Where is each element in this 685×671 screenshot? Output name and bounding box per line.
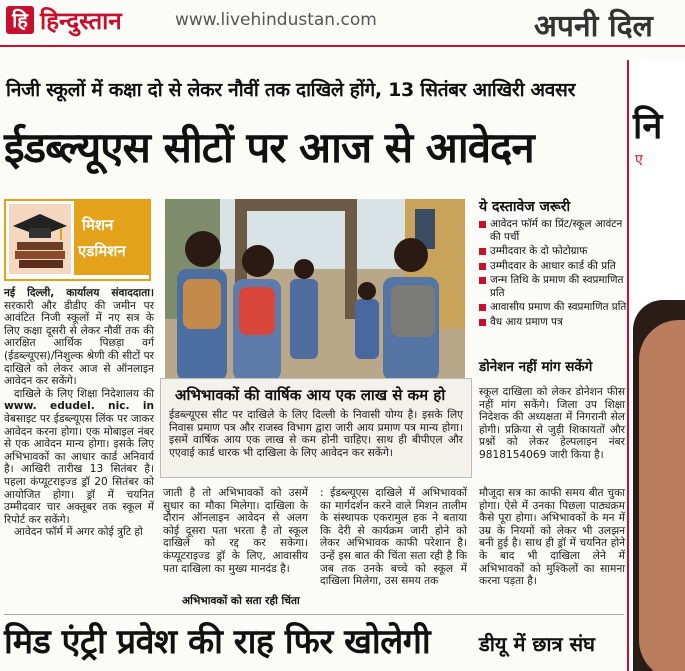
masthead-rule [0, 45, 685, 47]
donation-text: स्कूल दाखिला को लेकर डोनेशन फीस नहीं मांग सकेंगे। जिला उप शिक्षा निदेशक की अध्यक्षता में निगरानी सेल होगी। प्रक्रिया से जुड़ी शिकायतों और प्रश्नों को लेकर हेल्पलाइन नंबर 9818154069 जारी किया है। [479, 386, 625, 461]
intro-paragraph: सरकारी और डीडीए की जमीन पर आवंटित निजी स्कूलों में नए सत्र के लिए कक्षा दूसरी से लेकर नौवीं तक की आरक्षित आर्थिक पिछड़ा वर्ग (ईडब्ल्यूएस)/निशुल्क श्रेणी की सीटों पर दाखिले को लेकर आज से ऑनलाइन आवेदन कर सकेंगे। [4, 299, 154, 388]
bullet-square-icon [479, 277, 486, 284]
mission-admission-badge [4, 199, 151, 281]
bullet-square-icon [479, 319, 486, 326]
bullet-square-icon [479, 221, 486, 228]
donation-title: डोनेशन नहीं मांग सकेंगे [479, 359, 593, 375]
article-subheadline: निजी स्कूलों में कक्षा दो से लेकर नौवीं तक दाखिले होंगे, 13 सितंबर आखिरी अवसर [6, 79, 576, 101]
next-article-headline: मिड एंट्री प्रवेश की राह फिर खोलेगी [4, 622, 431, 662]
document-item: आवासीय प्रमाण की स्वप्रमाणित प्रति [479, 301, 627, 314]
document-item: उम्मीदवार के दो फोटोग्राफ [479, 245, 627, 258]
eligibility-box [160, 378, 472, 478]
article-column-2: जाती है तो अभिभावकों को उसमें सुधार का मौका मिलेगा। दाखिला के दौरान ऑनलाइन आवेदन से अलग कोई दूसरा पता भरता है तो स्कूल दाखिले को रद्द कर सकेगा। कंप्यूटराइज्ड ड्रॉ के लिए, आवासीय पता दाखिला का मुख्य मानदंड है। [163, 487, 308, 575]
section-banner: अपनी दिल [534, 9, 653, 44]
document-item: उम्मीदवार के आधार कार्ड की प्रति [479, 260, 627, 273]
article-column-4: मौजूदा सत्र का काफी समय बीत चुका होगा। ऐसे में उनका पिछला पाठ्यक्रम कैसे पूरा होगा। अभिभावकों के मन में उम्र के नियमों को लेकर भी उलझन बनी हुई है। साथ ही ड्रॉ में चयनित होने के बाद भी दाखिला लेने में अभिभावकों को मुश्किलों का सामना करना पड़ता है। [479, 487, 625, 588]
document-item: आवेदन फॉर्म का प्रिंट/स्कूल आवंटन की पर्ची [479, 218, 627, 243]
worry-subheading: अभिभावकों को सता रही चिंता [182, 595, 300, 607]
bullet-square-icon [479, 248, 486, 255]
section-divider [4, 614, 624, 615]
documents-title: ये दस्तावेज जरूरी [479, 199, 571, 215]
document-item: जन्म तिथि के प्रमाण की स्वप्रमाणित प्रति [479, 274, 627, 299]
badge-label-panel [74, 201, 149, 275]
eligibility-title: अभिभावकों की वार्षिक आय एक लाख से कम हो [175, 386, 446, 404]
dateline: नई दिल्ली, कार्यालय संवाददाता। [4, 287, 154, 299]
edudel-link[interactable]: www. edudel. nic. in [4, 400, 154, 413]
eligibility-text: ईडब्ल्यूएस सीट पर दाखिले के लिए दिल्ली के निवासी योग्य है। इसके लिए निवास प्रमाण पत्र और राजस्व विभाग द्वारा जारी आय प्रमाण पत्र मान्य होगा। इसमें वार्षिक आय एक लाख से कम होनी चाहिए। साथ ही बीपीएल और एएवाई कार्ड धारक भी दाखिला के लिए आवेदन कर सकेंगे। [169, 409, 463, 459]
badge-line-1: मिशन [82, 216, 114, 234]
brand-logo: हि [6, 6, 34, 34]
website-url: www.livehindustan.com [175, 10, 377, 30]
graduation-cap-books-icon [9, 204, 71, 274]
bullet-square-icon [479, 304, 486, 311]
badge-line-2: एडमिशन [78, 242, 126, 260]
side-article-headline: डीयू में छात्र संघ [479, 632, 595, 656]
article-column-3: : ईडब्ल्यूएस दाखिले में अभिभावकों का मार्गदर्शन करने वाले मिशन तालीम के संस्थापक एकरामुल हक ने बताया कि देरी से कार्यक्रम जारी होने को लेकर अभिभावक काफी परेशान है। उन्हें इस बात की चिंता सता रही है कि जब तक उनके बच्चे को स्कूल में दाखिला मिलेगा, उस समय तक [320, 487, 467, 588]
article-headline: ईडब्ल्यूएस सीटों पर आज से आवेदन [4, 123, 534, 172]
brand-name: हिन्दुस्तान [40, 7, 122, 35]
documents-list [479, 218, 627, 330]
side-advertisement [627, 60, 685, 671]
ad-subtitle: ए [635, 152, 643, 168]
ad-title: नि [633, 106, 663, 147]
ad-model-face [639, 320, 685, 671]
para2-start: दाखिले के लिए शिक्षा निदेशालय की [14, 387, 154, 400]
para2-body: वेबसाइट पर ईडब्ल्यूएस लिंक पर जाकर आवेदन करना होगा। एक मोबाइल नंबर से एक आवेदन मान्य होगा। इसके लिए अभिभावकों का आधार कार्ड अनिवार्य है। आखिरी तारीख 13 सितंबर है। पहला कंप्यूटराइज्ड ड्रॉ 20 सितंबर को आयोजित होगा। ड्रॉ में चयनित उम्मीदवार चार अक्तूबर तक स्कूल में रिपोर्ट कर सकेंगे। [4, 412, 154, 526]
article-photo-students [165, 199, 465, 381]
document-item: वैध आय प्रमाण पत्र [479, 316, 627, 329]
bullet-square-icon [479, 263, 486, 270]
article-column-1 [4, 287, 154, 539]
para3-start: आवेदन फॉर्म में अगर कोई त्रुटि हो [14, 526, 143, 539]
